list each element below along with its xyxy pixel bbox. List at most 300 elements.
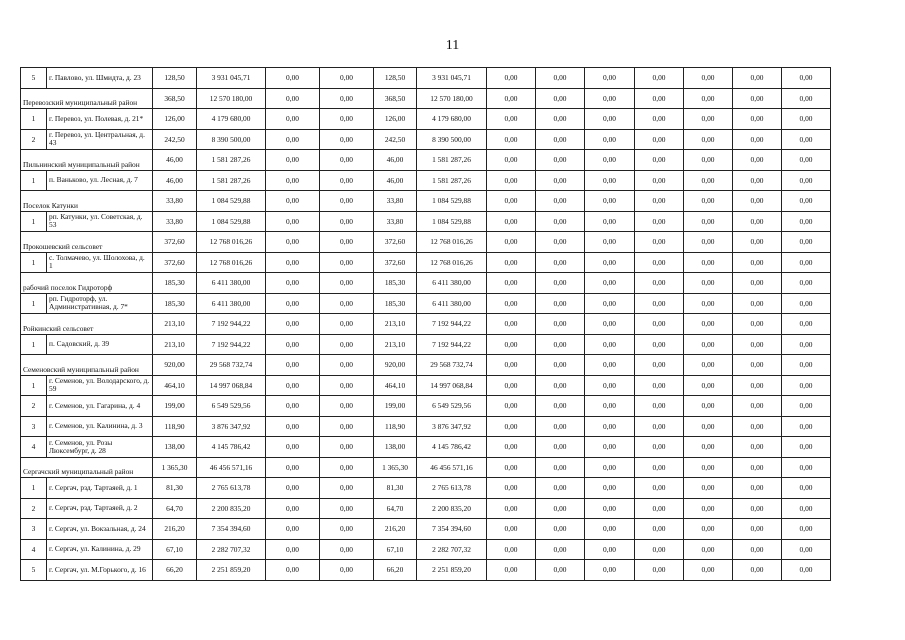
value-cell: 29 568 732,74	[197, 355, 266, 376]
value-cell: 0,00	[487, 314, 536, 335]
value-cell: 12 570 180,00	[417, 88, 487, 109]
value-cell: 0,00	[487, 191, 536, 212]
value-cell: 0,00	[733, 129, 782, 150]
value-cell: 0,00	[684, 314, 733, 335]
row-number-cell: 1	[21, 211, 47, 232]
value-cell: 0,00	[487, 273, 536, 294]
value-cell: 0,00	[684, 375, 733, 396]
value-cell: 0,00	[266, 478, 320, 499]
value-cell: 7 192 944,22	[417, 314, 487, 335]
row-number-cell: 2	[21, 129, 47, 150]
address-cell: рп. Катунки, ул. Советская, д. 53	[47, 211, 153, 232]
value-cell: 0,00	[782, 314, 831, 335]
row-number-cell: 1	[21, 293, 47, 314]
value-cell: 0,00	[782, 273, 831, 294]
value-cell: 0,00	[733, 478, 782, 499]
value-cell: 0,00	[585, 560, 635, 581]
value-cell: 0,00	[266, 211, 320, 232]
value-cell: 242,50	[374, 129, 417, 150]
value-cell: 0,00	[266, 375, 320, 396]
value-cell: 0,00	[635, 478, 684, 499]
value-cell: 0,00	[585, 539, 635, 560]
value-cell: 81,30	[153, 478, 197, 499]
value-cell: 0,00	[320, 211, 374, 232]
value-cell: 0,00	[487, 109, 536, 130]
value-cell: 0,00	[684, 252, 733, 273]
value-cell: 0,00	[585, 109, 635, 130]
value-cell: 0,00	[585, 416, 635, 437]
value-cell: 0,00	[487, 211, 536, 232]
value-cell: 0,00	[487, 478, 536, 499]
table-row	[21, 252, 878, 273]
table-row	[21, 498, 878, 519]
value-cell: 0,00	[266, 539, 320, 560]
value-cell: 0,00	[733, 498, 782, 519]
value-cell: 0,00	[585, 211, 635, 232]
value-cell: 0,00	[585, 273, 635, 294]
value-cell: 0,00	[585, 375, 635, 396]
address-cell: г. Сергач, рзд. Тартаяей, д. 2	[47, 498, 153, 519]
value-cell: 0,00	[320, 457, 374, 478]
value-cell: 0,00	[733, 273, 782, 294]
value-cell: 2 282 707,32	[417, 539, 487, 560]
address-cell: г. Семенов, ул. Калинина, д. 3	[47, 416, 153, 437]
value-cell: 0,00	[733, 355, 782, 376]
group-name-cell: Прокошевский сельсовет	[21, 232, 153, 253]
value-cell: 0,00	[684, 416, 733, 437]
table-body	[21, 68, 878, 581]
value-cell: 0,00	[320, 519, 374, 540]
value-cell: 2 251 859,20	[417, 560, 487, 581]
value-cell: 6 411 380,00	[417, 273, 487, 294]
value-cell: 0,00	[320, 355, 374, 376]
value-cell: 0,00	[487, 560, 536, 581]
value-cell: 0,00	[536, 498, 585, 519]
value-cell: 3 876 347,92	[417, 416, 487, 437]
value-cell: 216,20	[153, 519, 197, 540]
value-cell: 118,90	[374, 416, 417, 437]
value-cell: 128,50	[153, 68, 197, 89]
value-cell: 3 931 045,71	[417, 68, 487, 89]
value-cell: 0,00	[635, 498, 684, 519]
value-cell: 0,00	[733, 539, 782, 560]
value-cell: 0,00	[733, 109, 782, 130]
value-cell: 0,00	[585, 68, 635, 89]
value-cell: 46,00	[153, 150, 197, 171]
table-row	[21, 68, 878, 89]
value-cell: 0,00	[585, 191, 635, 212]
value-cell: 0,00	[782, 232, 831, 253]
address-cell: г. Семенов, ул. Розы Люксембург, д. 28	[47, 437, 153, 458]
value-cell: 0,00	[782, 560, 831, 581]
value-cell: 0,00	[733, 560, 782, 581]
value-cell: 0,00	[266, 416, 320, 437]
value-cell: 7 192 944,22	[197, 334, 266, 355]
value-cell: 0,00	[585, 150, 635, 171]
table-row	[21, 293, 878, 314]
value-cell: 213,10	[153, 314, 197, 335]
value-cell: 0,00	[585, 457, 635, 478]
group-row	[21, 88, 878, 109]
row-number-cell: 1	[21, 375, 47, 396]
value-cell: 0,00	[782, 170, 831, 191]
value-cell: 0,00	[733, 314, 782, 335]
value-cell: 0,00	[266, 129, 320, 150]
table-row	[21, 170, 878, 191]
table-row	[21, 519, 878, 540]
value-cell: 0,00	[487, 129, 536, 150]
group-row	[21, 232, 878, 253]
value-cell: 0,00	[320, 437, 374, 458]
value-cell: 6 549 529,56	[197, 396, 266, 417]
value-cell: 0,00	[320, 232, 374, 253]
value-cell: 7 354 394,60	[417, 519, 487, 540]
value-cell: 464,10	[153, 375, 197, 396]
value-cell: 0,00	[536, 416, 585, 437]
value-cell: 185,30	[374, 293, 417, 314]
value-cell: 2 765 613,78	[197, 478, 266, 499]
row-number-cell: 2	[21, 396, 47, 417]
value-cell: 199,00	[153, 396, 197, 417]
value-cell: 0,00	[684, 498, 733, 519]
value-cell: 0,00	[536, 478, 585, 499]
value-cell: 0,00	[266, 498, 320, 519]
value-cell: 0,00	[635, 211, 684, 232]
value-cell: 0,00	[782, 334, 831, 355]
value-cell: 0,00	[320, 560, 374, 581]
value-cell: 0,00	[487, 232, 536, 253]
value-cell: 66,20	[374, 560, 417, 581]
page-number: 11	[445, 38, 460, 53]
value-cell: 1 365,30	[374, 457, 417, 478]
value-cell: 0,00	[536, 232, 585, 253]
row-number-cell: 4	[21, 437, 47, 458]
value-cell: 1 084 529,88	[197, 191, 266, 212]
value-cell: 0,00	[487, 416, 536, 437]
value-cell: 0,00	[266, 457, 320, 478]
value-cell: 0,00	[320, 539, 374, 560]
address-cell: рп. Гидроторф, ул. Административная, д. 7*	[47, 293, 153, 314]
value-cell: 2 251 859,20	[197, 560, 266, 581]
value-cell: 126,00	[374, 109, 417, 130]
value-cell: 0,00	[684, 273, 733, 294]
value-cell: 0,00	[487, 519, 536, 540]
value-cell: 0,00	[684, 232, 733, 253]
value-cell: 0,00	[684, 211, 733, 232]
value-cell: 0,00	[635, 150, 684, 171]
value-cell: 0,00	[782, 498, 831, 519]
value-cell: 920,00	[153, 355, 197, 376]
table-row	[21, 375, 878, 396]
value-cell: 0,00	[487, 437, 536, 458]
address-cell: г. Сергач, ул. Вокзальная, д. 24	[47, 519, 153, 540]
value-cell: 0,00	[635, 129, 684, 150]
value-cell: 6 549 529,56	[417, 396, 487, 417]
value-cell: 0,00	[266, 293, 320, 314]
table-row	[21, 478, 878, 499]
value-cell: 66,20	[153, 560, 197, 581]
value-cell: 0,00	[782, 355, 831, 376]
value-cell: 0,00	[536, 273, 585, 294]
value-cell: 0,00	[487, 498, 536, 519]
value-cell: 0,00	[320, 150, 374, 171]
table-row	[21, 396, 878, 417]
value-cell: 0,00	[266, 437, 320, 458]
value-cell: 0,00	[320, 293, 374, 314]
value-cell: 0,00	[782, 519, 831, 540]
group-name-cell: Перевозский муниципальный район	[21, 88, 153, 109]
value-cell: 1 581 287,26	[417, 150, 487, 171]
group-row	[21, 150, 878, 171]
value-cell: 0,00	[320, 109, 374, 130]
value-cell: 33,80	[153, 191, 197, 212]
value-cell: 0,00	[782, 191, 831, 212]
value-cell: 0,00	[320, 88, 374, 109]
group-name-cell: рабочий поселок Гидроторф	[21, 273, 153, 294]
value-cell: 0,00	[536, 437, 585, 458]
row-number-cell: 5	[21, 560, 47, 581]
value-cell: 0,00	[536, 539, 585, 560]
address-cell: п. Ваньково, ул. Лесная, д. 7	[47, 170, 153, 191]
value-cell: 0,00	[536, 170, 585, 191]
table-row	[21, 437, 878, 458]
value-cell: 0,00	[585, 252, 635, 273]
value-cell: 0,00	[536, 129, 585, 150]
address-cell: п. Садовский, д. 39	[47, 334, 153, 355]
value-cell: 128,50	[374, 68, 417, 89]
value-cell: 0,00	[684, 539, 733, 560]
address-cell: г. Семенов, ул. Гагарина, д. 4	[47, 396, 153, 417]
value-cell: 0,00	[536, 375, 585, 396]
value-cell: 0,00	[266, 355, 320, 376]
value-cell: 33,80	[374, 211, 417, 232]
value-cell: 0,00	[585, 498, 635, 519]
value-cell: 0,00	[635, 457, 684, 478]
value-cell: 0,00	[320, 478, 374, 499]
value-cell: 6 411 380,00	[417, 293, 487, 314]
value-cell: 67,10	[153, 539, 197, 560]
value-cell: 0,00	[782, 396, 831, 417]
value-cell: 46 456 571,16	[197, 457, 266, 478]
value-cell: 0,00	[320, 170, 374, 191]
group-row	[21, 191, 878, 212]
value-cell: 0,00	[536, 334, 585, 355]
value-cell: 0,00	[782, 293, 831, 314]
value-cell: 242,50	[153, 129, 197, 150]
value-cell: 1 581 287,26	[197, 150, 266, 171]
value-cell: 2 282 707,32	[197, 539, 266, 560]
value-cell: 185,30	[153, 293, 197, 314]
value-cell: 0,00	[266, 109, 320, 130]
value-cell: 1 084 529,88	[417, 211, 487, 232]
value-cell: 12 768 016,26	[197, 252, 266, 273]
value-cell: 0,00	[684, 293, 733, 314]
value-cell: 0,00	[635, 191, 684, 212]
value-cell: 372,60	[153, 232, 197, 253]
value-cell: 0,00	[733, 396, 782, 417]
value-cell: 0,00	[585, 293, 635, 314]
value-cell: 0,00	[487, 150, 536, 171]
value-cell: 0,00	[684, 519, 733, 540]
table-row	[21, 416, 878, 437]
value-cell: 0,00	[266, 334, 320, 355]
value-cell: 0,00	[635, 437, 684, 458]
value-cell: 0,00	[635, 273, 684, 294]
value-cell: 1 581 287,26	[417, 170, 487, 191]
value-cell: 0,00	[585, 478, 635, 499]
value-cell: 7 192 944,22	[197, 314, 266, 335]
value-cell: 4 179 680,00	[417, 109, 487, 130]
row-number-cell: 1	[21, 252, 47, 273]
value-cell: 0,00	[585, 88, 635, 109]
value-cell: 0,00	[782, 150, 831, 171]
value-cell: 0,00	[536, 68, 585, 89]
value-cell: 0,00	[320, 314, 374, 335]
value-cell: 0,00	[266, 273, 320, 294]
value-cell: 0,00	[536, 252, 585, 273]
value-cell: 1 581 287,26	[197, 170, 266, 191]
value-cell: 0,00	[782, 211, 831, 232]
value-cell: 0,00	[782, 478, 831, 499]
value-cell: 12 768 016,26	[197, 232, 266, 253]
value-cell: 0,00	[635, 232, 684, 253]
value-cell: 0,00	[487, 334, 536, 355]
value-cell: 0,00	[487, 252, 536, 273]
table-row	[21, 334, 878, 355]
value-cell: 138,00	[374, 437, 417, 458]
group-row	[21, 457, 878, 478]
value-cell: 64,70	[374, 498, 417, 519]
table-row	[21, 109, 878, 130]
value-cell: 0,00	[487, 457, 536, 478]
table-row	[21, 539, 878, 560]
value-cell: 3 931 045,71	[197, 68, 266, 89]
value-cell: 0,00	[733, 150, 782, 171]
value-cell: 0,00	[635, 519, 684, 540]
value-cell: 213,10	[374, 314, 417, 335]
value-cell: 920,00	[374, 355, 417, 376]
value-cell: 0,00	[684, 170, 733, 191]
value-cell: 0,00	[733, 416, 782, 437]
row-number-cell: 1	[21, 109, 47, 130]
value-cell: 0,00	[536, 88, 585, 109]
value-cell: 372,60	[374, 252, 417, 273]
value-cell: 0,00	[536, 396, 585, 417]
value-cell: 0,00	[733, 334, 782, 355]
value-cell: 2 765 613,78	[417, 478, 487, 499]
value-cell: 185,30	[153, 273, 197, 294]
value-cell: 0,00	[733, 375, 782, 396]
address-cell: г. Сергач, ул. М.Горького, д. 16	[47, 560, 153, 581]
value-cell: 1 365,30	[153, 457, 197, 478]
value-cell: 14 997 068,84	[197, 375, 266, 396]
value-cell: 6 411 380,00	[197, 273, 266, 294]
value-cell: 0,00	[487, 68, 536, 89]
value-cell: 8 390 500,00	[417, 129, 487, 150]
row-number-cell: 2	[21, 498, 47, 519]
value-cell: 0,00	[684, 334, 733, 355]
value-cell: 0,00	[684, 191, 733, 212]
value-cell: 0,00	[733, 519, 782, 540]
value-cell: 185,30	[374, 273, 417, 294]
value-cell: 46 456 571,16	[417, 457, 487, 478]
value-cell: 0,00	[635, 560, 684, 581]
value-cell: 7 354 394,60	[197, 519, 266, 540]
value-cell: 0,00	[782, 437, 831, 458]
group-row	[21, 314, 878, 335]
value-cell: 0,00	[266, 252, 320, 273]
value-cell: 0,00	[733, 88, 782, 109]
address-cell: г. Перевоз, ул. Полевая, д. 21*	[47, 109, 153, 130]
value-cell: 0,00	[266, 88, 320, 109]
value-cell: 368,50	[374, 88, 417, 109]
value-cell: 213,10	[153, 334, 197, 355]
value-cell: 0,00	[320, 334, 374, 355]
value-cell: 12 570 180,00	[197, 88, 266, 109]
group-row	[21, 273, 878, 294]
value-cell: 0,00	[733, 457, 782, 478]
value-cell: 0,00	[585, 437, 635, 458]
value-cell: 0,00	[684, 109, 733, 130]
value-cell: 46,00	[153, 170, 197, 191]
value-cell: 14 997 068,84	[417, 375, 487, 396]
table-row	[21, 129, 878, 150]
value-cell: 0,00	[635, 109, 684, 130]
value-cell: 0,00	[684, 560, 733, 581]
value-cell: 0,00	[536, 293, 585, 314]
value-cell: 2 200 835,20	[197, 498, 266, 519]
value-cell: 0,00	[585, 232, 635, 253]
row-number-cell: 3	[21, 519, 47, 540]
value-cell: 0,00	[635, 170, 684, 191]
row-number-cell: 3	[21, 416, 47, 437]
value-cell: 118,90	[153, 416, 197, 437]
housing-program-table	[20, 67, 878, 581]
value-cell: 138,00	[153, 437, 197, 458]
value-cell: 0,00	[487, 375, 536, 396]
value-cell: 46,00	[374, 150, 417, 171]
value-cell: 33,80	[374, 191, 417, 212]
value-cell: 0,00	[733, 437, 782, 458]
value-cell: 0,00	[585, 129, 635, 150]
value-cell: 0,00	[733, 170, 782, 191]
value-cell: 0,00	[635, 334, 684, 355]
group-name-cell: Семеновский муниципальный район	[21, 355, 153, 376]
value-cell: 126,00	[153, 109, 197, 130]
value-cell: 199,00	[374, 396, 417, 417]
value-cell: 1 084 529,88	[197, 211, 266, 232]
value-cell: 0,00	[684, 437, 733, 458]
value-cell: 0,00	[635, 314, 684, 335]
address-cell: г. Павлово, ул. Шмидта, д. 23	[47, 68, 153, 89]
value-cell: 0,00	[782, 416, 831, 437]
value-cell: 0,00	[733, 211, 782, 232]
value-cell: 4 145 786,42	[417, 437, 487, 458]
value-cell: 0,00	[266, 150, 320, 171]
value-cell: 6 411 380,00	[197, 293, 266, 314]
value-cell: 0,00	[635, 355, 684, 376]
value-cell: 0,00	[585, 314, 635, 335]
value-cell: 0,00	[684, 396, 733, 417]
value-cell: 0,00	[320, 396, 374, 417]
group-name-cell: Сергачский муниципальный район	[21, 457, 153, 478]
value-cell: 3 876 347,92	[197, 416, 266, 437]
value-cell: 0,00	[684, 355, 733, 376]
value-cell: 0,00	[635, 252, 684, 273]
value-cell: 0,00	[782, 375, 831, 396]
value-cell: 0,00	[782, 457, 831, 478]
value-cell: 0,00	[684, 129, 733, 150]
